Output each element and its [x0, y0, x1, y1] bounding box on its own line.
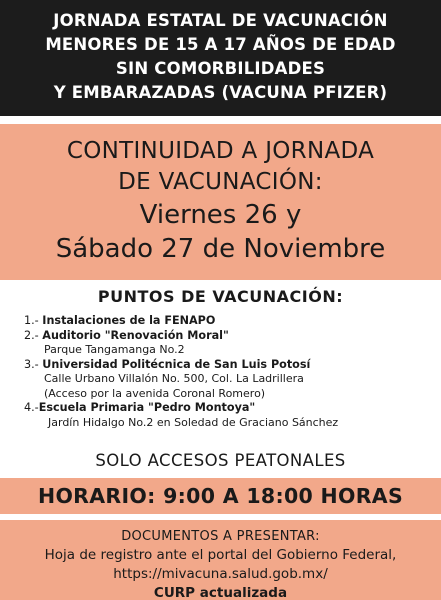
documents-line-3: CURP actualizada [153, 585, 288, 600]
dates-banner [0, 124, 441, 280]
banner-line-1: CONTINUIDAD A JORNADA [66, 138, 375, 164]
point-item-4 [24, 401, 434, 416]
point-detail: Parque Tangamanga No.2 [44, 343, 185, 356]
header-line-4: Y EMBARAZADAS (VACUNA PFIZER) [53, 83, 388, 102]
point-number: 2.- [24, 328, 43, 342]
documents-title: DOCUMENTOS A PRESENTAR: [121, 529, 320, 544]
header-line-3: SIN COMORBILIDADES [115, 59, 326, 78]
point-detail: (Acceso por la avenida Coronal Romero) [44, 386, 266, 400]
points-list [24, 314, 434, 430]
header-line-1: JORNADA ESTATAL DE VACUNACIÓN [53, 11, 388, 30]
point-item-1 [24, 314, 434, 329]
schedule-band: HORARIO: 9:00 A 18:00 HORAS [0, 478, 441, 514]
access-note: SOLO ACCESOS PEATONALES [95, 451, 346, 470]
point-item-2 [24, 329, 434, 344]
point-name: Universidad Politécnica de San Luis Potosí [42, 357, 311, 371]
point-number: 4.- [24, 401, 39, 414]
header-band [0, 0, 441, 116]
points-title: PUNTOS DE VACUNACIÓN: [97, 287, 344, 306]
documents-url: https://mivacuna.salud.gob.mx/ [113, 566, 328, 582]
documents-band [0, 520, 441, 600]
point-number: 1.- [24, 314, 43, 327]
point-name: Auditorio "Renovación Moral" [42, 328, 229, 342]
banner-line-4: Sábado 27 de Noviembre [55, 234, 386, 264]
point-detail: Calle Urbano Villalón No. 500, Col. La Ladrillera [44, 372, 304, 385]
point-item-3 [24, 358, 434, 373]
documents-line-1: Hoja de registro ante el portal del Gobierno Federal, [44, 547, 397, 563]
point-detail: Jardín Hidalgo No.2 en Soledad de Graciano Sánchez [48, 415, 339, 429]
point-number: 3.- [24, 357, 43, 371]
point-name: Escuela Primaria "Pedro Montoya" [38, 401, 256, 414]
point-name: Instalaciones de la FENAPO [42, 314, 216, 327]
banner-line-2: DE VACUNACIÓN: [118, 169, 323, 195]
header-line-2: MENORES DE 15 A 17 AÑOS DE EDAD [45, 35, 396, 54]
banner-line-3: Viernes 26 y [139, 200, 302, 230]
